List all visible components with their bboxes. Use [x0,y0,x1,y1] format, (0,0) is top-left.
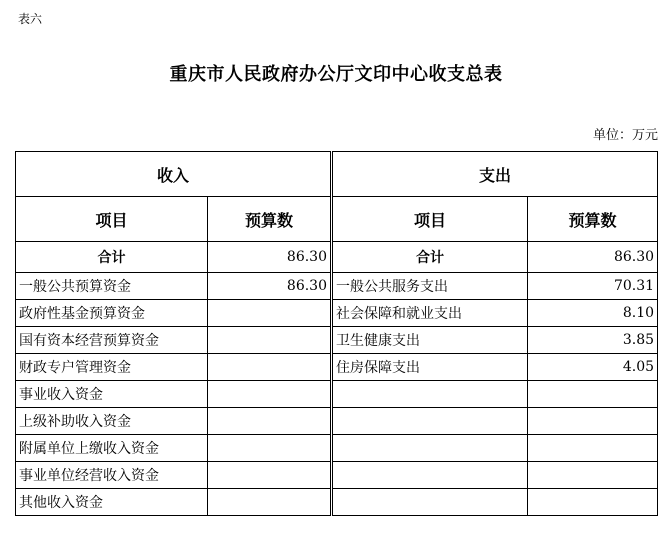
expense-item-header: 项目 [332,197,528,242]
expense-amount [528,489,658,516]
unit-label: 单位：万元 [592,128,658,143]
expense-amount [528,408,658,435]
expense-amount: 8.10 [528,300,658,327]
income-amount [208,435,332,462]
income-item: 事业单位经营收入资金 [16,462,208,489]
expense-amount: 70.31 [528,273,658,300]
income-item-header: 项目 [16,197,208,242]
total-row [16,242,658,273]
expense-amount [528,435,658,462]
income-item: 附属单位上缴收入资金 [16,435,208,462]
expense-item [332,408,528,435]
table-row [16,489,658,516]
income-item: 政府性基金预算资金 [16,300,208,327]
table-label: 表六 [18,12,43,26]
income-total-amount: 86.30 [208,242,332,273]
expense-total-amount: 86.30 [528,242,658,273]
income-amount [208,489,332,516]
income-amount [208,462,332,489]
income-total-label: 合计 [16,242,208,273]
table-row [16,300,658,327]
expense-amount [528,462,658,489]
table-row [16,381,658,408]
income-amount [208,381,332,408]
income-amount [208,327,332,354]
expense-section-header: 支出 [332,152,658,197]
income-item: 财政专户管理资金 [16,354,208,381]
income-section-header: 收入 [16,152,332,197]
budget-summary-table [15,151,658,516]
income-item: 国有资本经营预算资金 [16,327,208,354]
table-row [16,273,658,300]
expense-item: 卫生健康支出 [332,327,528,354]
income-item: 一般公共预算资金 [16,273,208,300]
income-amount: 86.30 [208,273,332,300]
expense-item: 住房保障支出 [332,354,528,381]
income-amount-header: 预算数 [208,197,332,242]
expense-item [332,462,528,489]
income-item: 上级补助收入资金 [16,408,208,435]
table-row [16,462,658,489]
expense-amount: 3.85 [528,327,658,354]
expense-amount-header: 预算数 [528,197,658,242]
expense-item [332,435,528,462]
income-amount [208,354,332,381]
table-row [16,327,658,354]
income-item: 事业收入资金 [16,381,208,408]
expense-item: 社会保障和就业支出 [332,300,528,327]
table-row [16,408,658,435]
page-title: 重庆市人民政府办公厅文印中心收支总表 [169,64,503,85]
column-header-row [16,197,658,242]
expense-amount: 4.05 [528,354,658,381]
expense-total-label: 合计 [332,242,528,273]
income-amount [208,408,332,435]
table-row [16,354,658,381]
section-header-row [16,152,658,197]
table-row [16,435,658,462]
income-item: 其他收入资金 [16,489,208,516]
expense-item [332,489,528,516]
expense-item [332,381,528,408]
income-amount [208,300,332,327]
expense-amount [528,381,658,408]
expense-item: 一般公共服务支出 [332,273,528,300]
